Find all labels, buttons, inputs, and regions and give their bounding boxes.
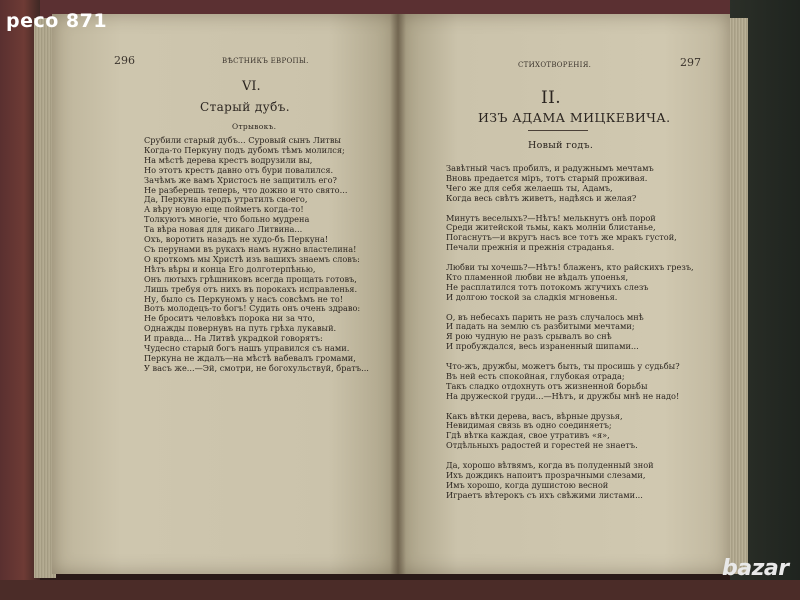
poem-line: Да, хорошо вѣтвямъ, когда въ полуденный зной [446,460,654,471]
poem-line: Ну, было съ Перкуномъ у насъ совсѣмъ не то! [144,293,344,304]
poem-line: Печали прежнія и прежнія страданья. [446,242,615,253]
poem-line: Завѣтный часъ пробилъ, и радужнымъ мечтамъ [446,163,654,173]
poem-line: А вѣру новую еще пойметъ когда-то! [144,204,304,215]
poem-subtitle: Отрывокъ. [232,122,277,131]
running-head: СТИХОТВОРЕНІЯ. [518,61,592,69]
poem-line: На дружеской груди...—Нѣтъ, и дружбы мнѣ не надо! [446,390,680,401]
poem-stanza [446,313,694,353]
page-number: 297 [680,56,701,69]
poem-line: Не расплатился тотъ потокомъ жгучихъ слезъ [446,281,649,292]
poem-line: Такъ сладко отдохнуть отъ жизненной борьбы [446,380,648,391]
poem-line: Чего же для себя желаешь ты, Адамъ, [446,182,613,193]
section-numeral: II. [541,88,562,108]
poem-line: У васъ же...—Эй, смотри, не богохульствуй, братъ... [144,362,369,373]
poem-line: Играетъ вѣтерокъ съ ихъ свѣжими листами... [446,489,643,500]
poem-line: Кто пламенной любви не вѣдалъ упоенья, [446,271,629,282]
section-numeral: VI. [242,79,261,94]
left-page [52,14,398,574]
poem-line: И правда... На Литвѣ украдкой говорятъ: [144,333,323,344]
poem-line: Минутъ веселыхъ?—Нѣтъ! мелькнутъ онѣ порой [446,212,656,223]
poem-line: Та вѣра новая для дикаго Литвина... [144,224,303,235]
poem-line: Перкуна не ждалъ—на мѣстѣ вабевалъ громами, [144,352,356,363]
watermark-text: peco 871 [6,10,108,32]
poem-line: Я рою чудную не разъ срывалъ во снѣ [446,331,612,342]
title-rule [528,130,588,131]
poem-line: Какъ вѣтки дерева, васъ, вѣрные друзья, [446,410,623,421]
book-gutter [390,14,406,574]
poem-line: Однажды повернувъ на путь грѣха лукавый. [144,323,337,334]
poem-stanza [446,214,694,254]
poem-line: Толкуютъ многіе, что больно мудрена [144,214,310,225]
poem-line: Вновь предается міръ, тотъ старый проживая. [446,172,648,183]
poem-line: И падать на землю съ разбитыми мечтами; [446,321,635,332]
poem-line: Срубили старый дубъ... Суровый сынъ Литвы [144,135,341,145]
poem-line: Гдѣ вѣтка каждая, свое утративъ «я», [446,430,610,441]
poem-stanza [446,362,694,402]
poem-heading: ИЗЪ АДАМА МИЦКЕВИЧА. [478,110,671,125]
page-number: 296 [114,54,135,67]
poem-line: Съ перунами въ рукахъ намъ нужно властелина! [144,243,357,254]
poem-title: Старый дубъ. [200,100,290,114]
poem-line: И пробуждался, весь израненный шипами... [446,341,639,352]
poem-line: Въ ней есть спокойная, глубокая отрада; [446,370,625,381]
poem-line: О, въ небесахъ парить не разъ случалось мнѣ [446,311,644,322]
poem-line: На мѣстѣ дерева крестъ водрузили вы, [144,154,313,165]
poem-line: Лишь требуя отъ нихъ въ порокахъ исправленья. [144,283,358,294]
poem-body [446,164,694,511]
poem-line: Не разберешь теперь, что дожно и что свято... [144,184,348,195]
poem-line: И долгою тоской за сладкія мгновенья. [446,291,618,302]
poem-line: Онъ лютыхъ грѣшниковъ всегда прощать готовъ, [144,273,357,284]
poem-line: Зачѣмъ же вамъ Христосъ не защитилъ его? [144,174,337,185]
poem-line: Чудесно старый богъ нашъ управился съ нами. [144,343,350,354]
poem-line: О кроткомъ мы Христѣ изъ вашихъ знаемъ словъ: [144,253,360,264]
poem-line: Ихъ дождикъ напоитъ прозрачными слезами, [446,470,646,480]
poem-line: Среди житейской тьмы, какъ молніи блистанье, [446,222,656,233]
poem-line: Вотъ молодецъ-то богъ! Судить онъ очень здраво: [144,303,361,314]
poem-line: Невидимая связь въ одно соединяетъ; [446,420,612,431]
poem-stanza [446,461,694,501]
poem-line: Любви ты хочешь?—Нѣтъ! блаженъ, кто райскихъ грезъ, [446,262,694,273]
poem-line: Погаснутъ—и вкругъ насъ все тотъ же мракъ густой, [446,232,677,243]
poem-line: Когда весь свѣтъ живетъ, надѣясь и желая? [446,192,637,203]
poem-line: Когда-то Перкуну подъ дубомъ тѣмъ молился; [144,144,345,155]
running-head: ВѢСТНИКЪ ЕВРОПЫ. [222,57,309,65]
poem-line: Охъ, воротить назадъ не худо-бъ Перкуна! [144,234,329,245]
poem-subtitle: Новый годъ. [528,140,594,151]
poem-line: Отдѣльныхъ радостей и горестей не знаетъ. [446,440,638,451]
poem-line: Имъ хорошо, когда душистою весной [446,479,609,490]
poem-line: Не броситъ человѣкъ порока ни за что, [144,313,316,324]
open-book [20,8,760,586]
poem-stanza [446,412,694,452]
brand-logo: bazar [722,556,789,581]
poem-line: Что-жъ, дружбы, можетъ быть, ты просишь у судьбы? [446,361,680,372]
poem-stanza [446,164,694,204]
poem-line: Нѣтъ вѣры и конца Его долготерпѣнью, [144,263,316,274]
right-page [398,14,730,574]
poem-body [144,136,369,374]
poem-line: Да, Перкуна народъ утратилъ своего, [144,194,308,205]
poem-line: Но этотъ крестъ давно отъ бури повалился. [144,164,334,175]
page-stack-right [730,18,748,574]
poem-stanza [446,263,694,303]
